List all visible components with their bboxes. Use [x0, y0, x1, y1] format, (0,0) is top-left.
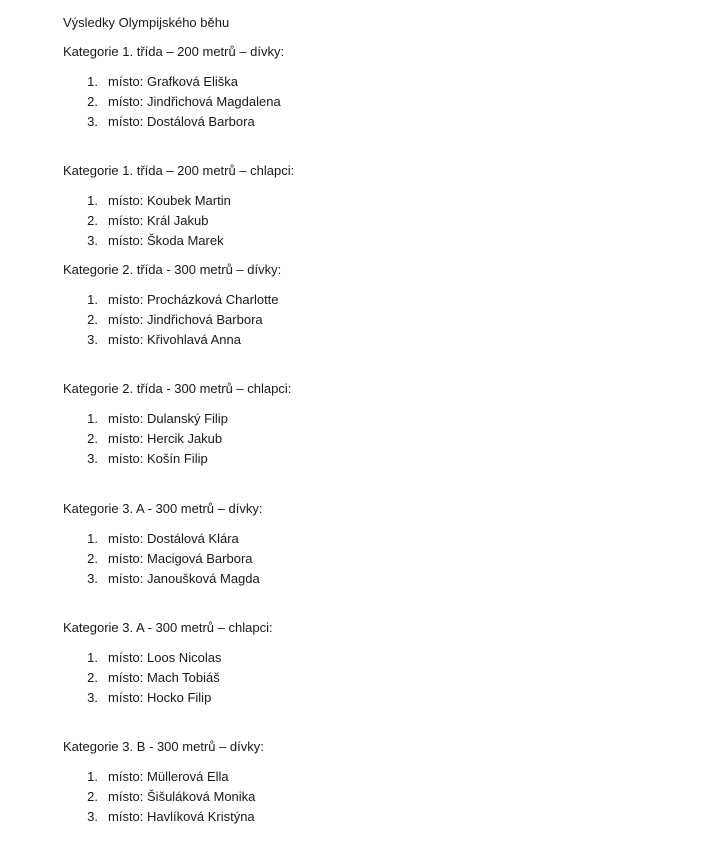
list-item [0, 72, 703, 92]
list-number: 1. [87, 650, 98, 665]
list-item-label: místo: Křivohlavá Anna [108, 332, 241, 347]
list-item-label: místo: Havlíková Kristýna [108, 809, 255, 824]
list-item-label: místo: Jindřichová Magdalena [108, 94, 281, 109]
list-item-label: místo: Dostálová Klára [108, 531, 239, 546]
list-item [0, 409, 703, 429]
list-item [0, 231, 703, 251]
list-item [0, 767, 703, 787]
list-number: 3. [87, 233, 98, 248]
list-number: 1. [87, 74, 98, 89]
list-item-label: místo: Košín Filip [108, 451, 208, 466]
list-item [0, 569, 703, 589]
list-item [0, 310, 703, 330]
list-item-label: místo: Loos Nicolas [108, 650, 222, 665]
list-item-label: místo: Koubek Martin [108, 193, 231, 208]
list-number: 2. [87, 670, 98, 685]
list-item [0, 191, 703, 211]
list-number: 1. [87, 292, 98, 307]
list-item-label: místo: Hocko Filip [108, 690, 212, 705]
list-item [0, 648, 703, 668]
list-item-label: místo: Dulanský Filip [108, 411, 228, 426]
list-number: 3. [87, 809, 98, 824]
list-item-label: místo: Šišuláková Monika [108, 789, 256, 804]
list-item [0, 330, 703, 350]
list-number: 3. [87, 332, 98, 347]
list-item [0, 449, 703, 469]
category-heading: Kategorie 3. B - 300 metrů – dívky: [63, 739, 264, 754]
list-number: 2. [87, 551, 98, 566]
list-number: 1. [87, 769, 98, 784]
list-number: 3. [87, 114, 98, 129]
document-title: Výsledky Olympijského běhu [63, 15, 230, 30]
list-number: 2. [87, 312, 98, 327]
list-item-label: místo: Procházková Charlotte [108, 292, 279, 307]
list-item-label: místo: Hercik Jakub [108, 431, 223, 446]
list-item-label: místo: Grafková Eliška [108, 74, 239, 89]
category-heading: Kategorie 1. třída – 200 metrů – dívky: [63, 44, 285, 59]
list-number: 2. [87, 94, 98, 109]
list-number: 1. [87, 411, 98, 426]
list-number: 1. [87, 531, 98, 546]
list-item [0, 668, 703, 688]
list-number: 3. [87, 451, 98, 466]
category-heading: Kategorie 3. A - 300 metrů – dívky: [63, 501, 263, 516]
list-number: 2. [87, 789, 98, 804]
list-item [0, 529, 703, 549]
category-heading: Kategorie 3. A - 300 metrů – chlapci: [63, 620, 273, 635]
category-heading: Kategorie 1. třída – 200 metrů – chlapci: [63, 163, 295, 178]
list-item [0, 807, 703, 827]
list-number: 3. [87, 571, 98, 586]
list-number: 2. [87, 213, 98, 228]
list-item [0, 688, 703, 708]
list-item-label: místo: Janoušková Magda [108, 571, 260, 586]
list-number: 2. [87, 431, 98, 446]
category-heading: Kategorie 2. třída - 300 metrů – dívky: [63, 262, 282, 277]
list-item [0, 92, 703, 112]
list-item [0, 549, 703, 569]
list-item [0, 787, 703, 807]
list-item [0, 290, 703, 310]
list-number: 3. [87, 690, 98, 705]
list-item-label: místo: Mach Tobiáš [108, 670, 220, 685]
list-item-label: místo: Dostálová Barbora [108, 114, 255, 129]
list-item-label: místo: Müllerová Ella [108, 769, 229, 784]
list-number: 1. [87, 193, 98, 208]
list-item [0, 112, 703, 132]
list-item-label: místo: Škoda Marek [108, 233, 224, 248]
category-heading: Kategorie 2. třída - 300 metrů – chlapci: [63, 381, 292, 396]
list-item-label: místo: Král Jakub [108, 213, 209, 228]
list-item [0, 429, 703, 449]
list-item-label: místo: Jindřichová Barbora [108, 312, 263, 327]
list-item-label: místo: Macigová Barbora [108, 551, 253, 566]
list-item [0, 211, 703, 231]
